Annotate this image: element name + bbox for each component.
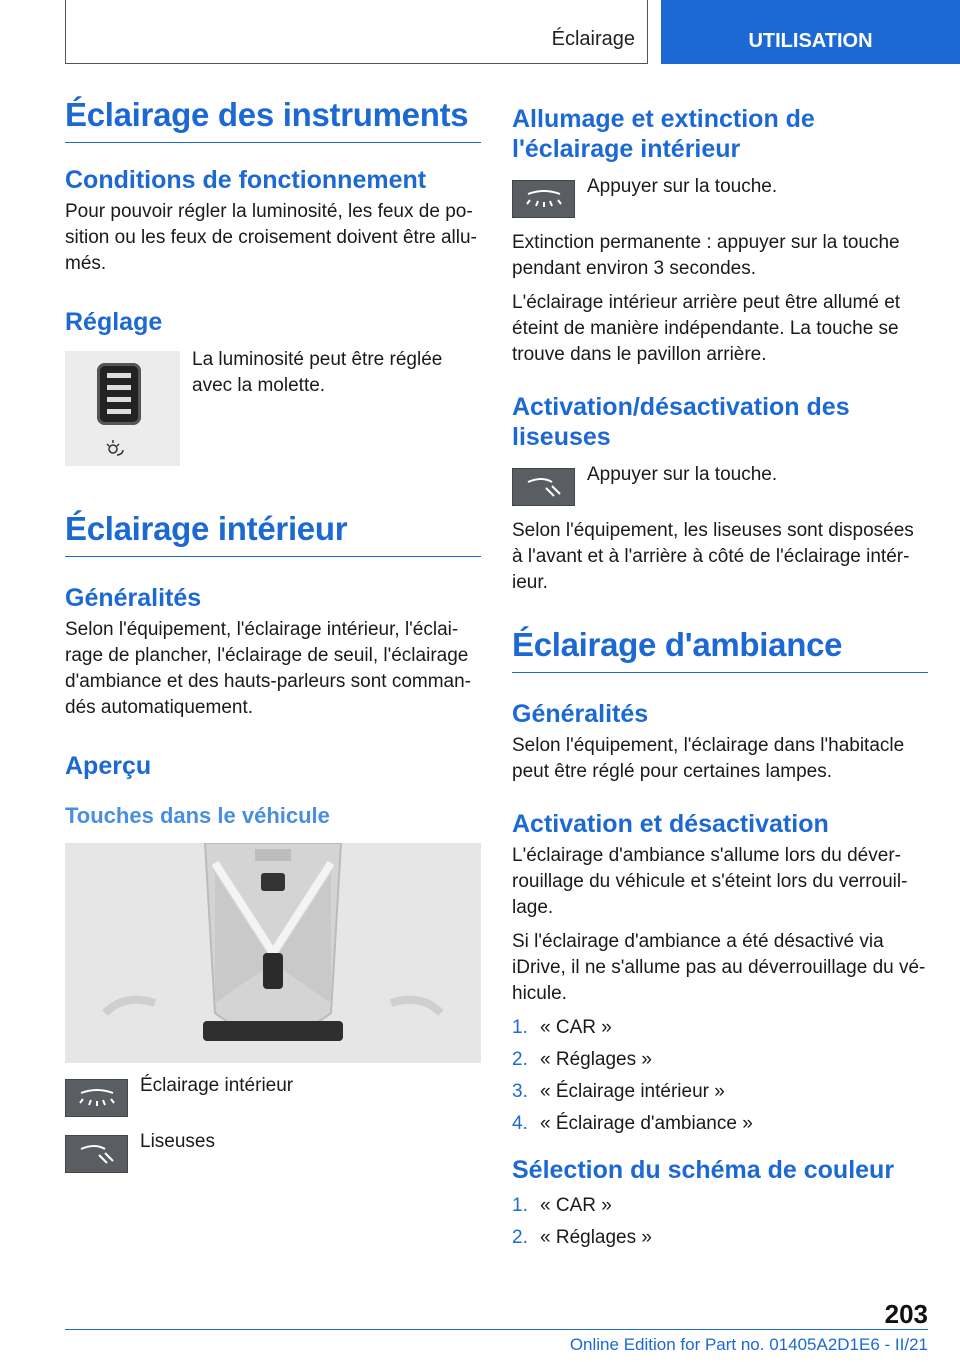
chapter-title: Éclairage [551, 28, 635, 50]
list-item: 4. « Éclairage d'ambiance » [512, 1113, 753, 1134]
press-row-1 [512, 176, 928, 218]
extinction-text: Extinction permanente : appuyer sur la touche pendant environ 3 secondes. [512, 232, 900, 279]
generalites-text-right: Selon l'équipement, l'éclairage dans l'habitacle peut être réglé pour certaines lampes. [512, 735, 905, 782]
heading-interieur: Éclairage intérieur [65, 510, 481, 557]
footer-edition: Online Edition for Part no. 01405A2D1E6 - II/21 [569, 1335, 928, 1354]
steps-list-1 [512, 1015, 928, 1137]
heading-instruments: Éclairage des instruments [65, 96, 481, 143]
reading-light-toggle-button[interactable] [512, 468, 575, 506]
interior-light-button[interactable] [65, 1079, 128, 1117]
heading-touches: Touches dans le véhicule [65, 803, 330, 828]
press-text-2: Appuyer sur la touche. [587, 464, 778, 485]
brightness-icon [105, 437, 127, 459]
footer-divider [65, 1329, 928, 1330]
reglage-text: La luminosité peut être réglée avec la molette. [192, 349, 443, 396]
heading-conditions: Conditions de fonctionnement [65, 166, 427, 194]
press-row-2 [512, 464, 928, 506]
conditions-text: Pour pouvoir régler la luminosité, les feux de po-sition ou les feux de croisement doivent être allu-més. [65, 201, 477, 274]
heading-allumage: Allumage et extinction de l'éclairage intérieur [512, 105, 815, 163]
heading-schema: Sélection du schéma de couleur [512, 1156, 895, 1184]
heading-liseuses: Activation/désactivation des liseuses [512, 393, 850, 451]
list-item: 2. « Réglages » [512, 1227, 652, 1248]
dimmer-wheel-icon [97, 363, 141, 425]
dimmer-block [65, 351, 481, 466]
activation-text-2: Si l'éclairage d'ambiance a été désactivé via iDrive, il ne s'allume pas au déverrouillage du vé-hicule. [512, 931, 926, 1004]
reading-light-icon [522, 474, 566, 500]
list-item: 1. « CAR » [512, 1195, 612, 1216]
list-item: 3. « Éclairage intérieur » [512, 1081, 725, 1102]
heading-generalites-right: Généralités [512, 700, 649, 728]
section-tab[interactable]: UTILISATION [661, 0, 960, 64]
interior-light-icon [75, 1085, 119, 1111]
legend-reading-text: Liseuses [140, 1131, 215, 1152]
heading-ambiance: Éclairage d'ambiance [512, 626, 928, 673]
reading-light-button[interactable] [65, 1135, 128, 1173]
legend-interior-text: Éclairage intérieur [140, 1075, 294, 1096]
arriere-text: L'éclairage intérieur arrière peut être allumé et éteint de manière indépendante. La touche se trouve dans le pavillon arrière. [512, 292, 901, 365]
heading-activation: Activation et désactivation [512, 810, 829, 838]
activation-text-1: L'éclairage d'ambiance s'allume lors du déver-rouillage du véhicule et s'éteint lors du verrouil-lage. [512, 845, 908, 918]
interior-light-icon [522, 186, 566, 212]
vehicle-roof-console-image [65, 843, 481, 1063]
heading-apercu: Aperçu [65, 752, 152, 780]
reading-light-icon [75, 1141, 119, 1167]
page-number: 203 [884, 1299, 928, 1329]
list-item: 1. « CAR » [512, 1017, 612, 1038]
heading-reglage: Réglage [65, 308, 163, 336]
header-box [65, 0, 648, 64]
dimmer-wheel-image [65, 351, 180, 466]
right-column [512, 96, 928, 1257]
legend-interior-row [65, 1075, 481, 1117]
liseuses-text: Selon l'équipement, les liseuses sont disposées à l'avant et à l'arrière à côté de l'éclairage intér-ieur. [512, 520, 914, 593]
interior-light-toggle-button[interactable] [512, 180, 575, 218]
list-item: 2. « Réglages » [512, 1049, 652, 1070]
generalites-text-left: Selon l'équipement, l'éclairage intérieur, l'éclai-rage de plancher, l'éclairage de seuil, l'éclairage d'ambiance et des hauts-parleurs sont comman-dés automatiquement. [65, 619, 471, 718]
heading-generalites-left: Généralités [65, 584, 202, 612]
steps-list-2 [512, 1193, 928, 1251]
legend-reading-row [65, 1131, 481, 1173]
press-text-1: Appuyer sur la touche. [587, 176, 778, 197]
left-column [65, 96, 481, 1185]
